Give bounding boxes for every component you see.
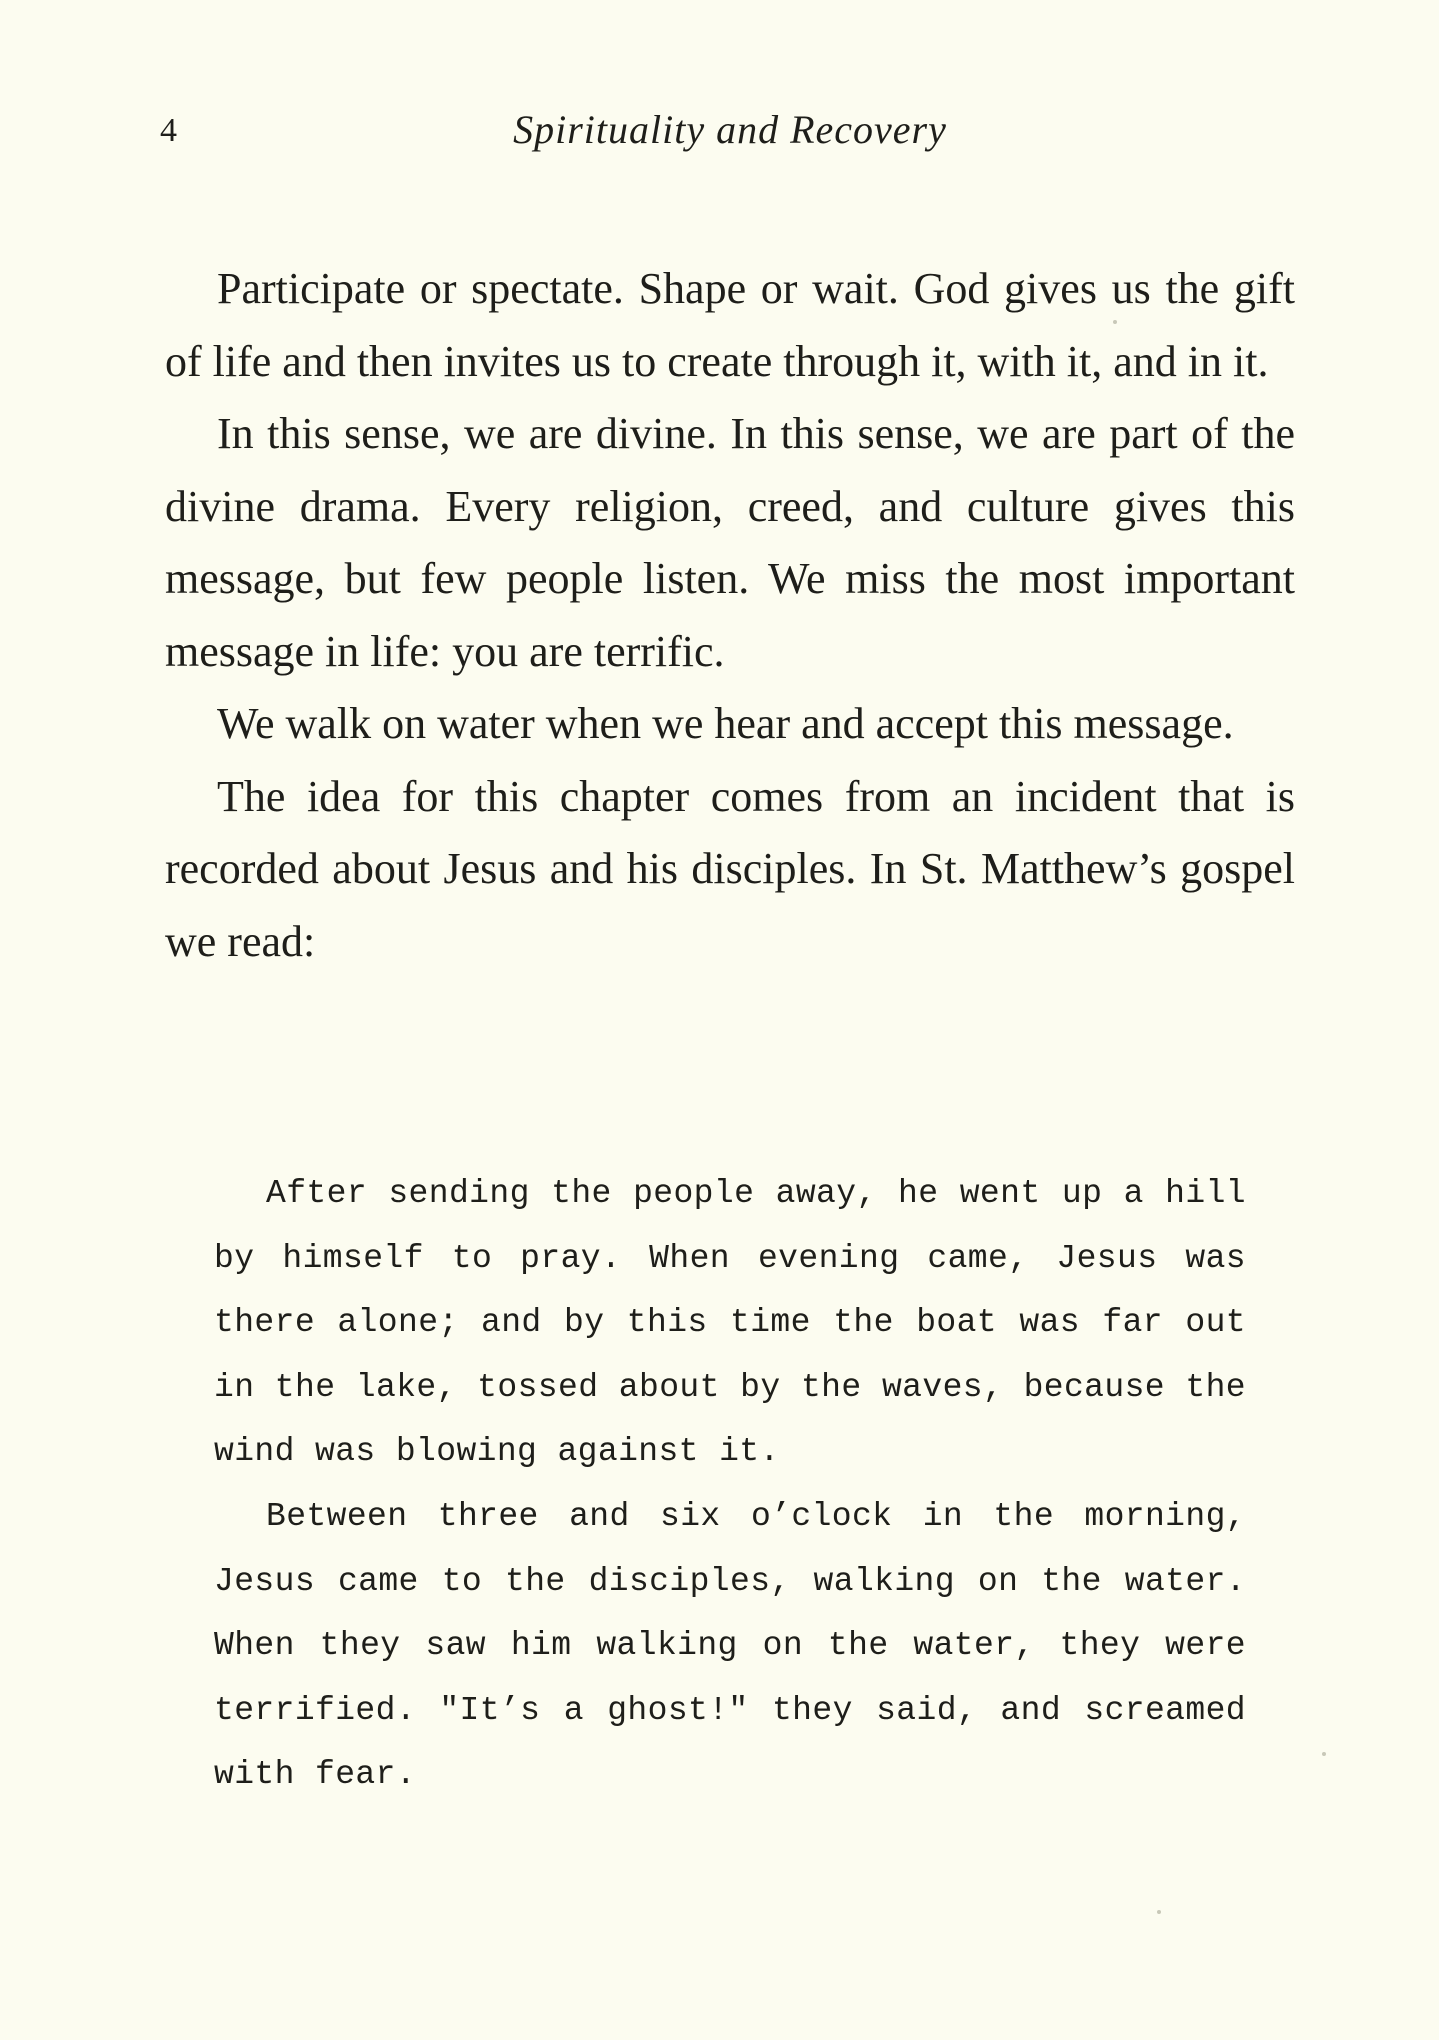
body-paragraph: The idea for this chapter comes from an incident that is recorded about Jesus and his disciples. In St. Matthew’s gospel we read:	[165, 771, 1295, 966]
scan-speck	[1322, 1752, 1326, 1756]
quote-paragraph: After sending the people away, he went up a hill by himself to pray. When evening came, Jesus was there alone; and by this time the boat was far out in the lake, tossed about by the waves, because the wind was blowing against it.	[214, 1175, 1246, 1471]
scan-speck	[1157, 1910, 1161, 1914]
body-paragraph: We walk on water when we hear and accept this message.	[217, 699, 1234, 748]
scan-speck	[1113, 320, 1117, 324]
page-number: 4	[160, 112, 177, 149]
running-head-title: Spirituality and Recovery	[513, 107, 947, 152]
body-text	[165, 253, 1295, 978]
body-paragraph: Participate or spectate. Shape or wait. God gives us the gift of life and then invites us to create through it, with it, and in it.	[165, 264, 1295, 386]
scripture-quote	[214, 1162, 1246, 1808]
body-paragraph: In this sense, we are divine. In this sense, we are part of the divine drama. Every religion, creed, and culture gives this message, but few people listen. We miss the most important message in life: you are terrific.	[165, 409, 1295, 676]
quote-paragraph: Between three and six o’clock in the morning, Jesus came to the disciples, walking on the water. When they saw him walking on the water, they were terrified. "It’s a ghost!" they said, and screamed with fear.	[214, 1497, 1246, 1794]
